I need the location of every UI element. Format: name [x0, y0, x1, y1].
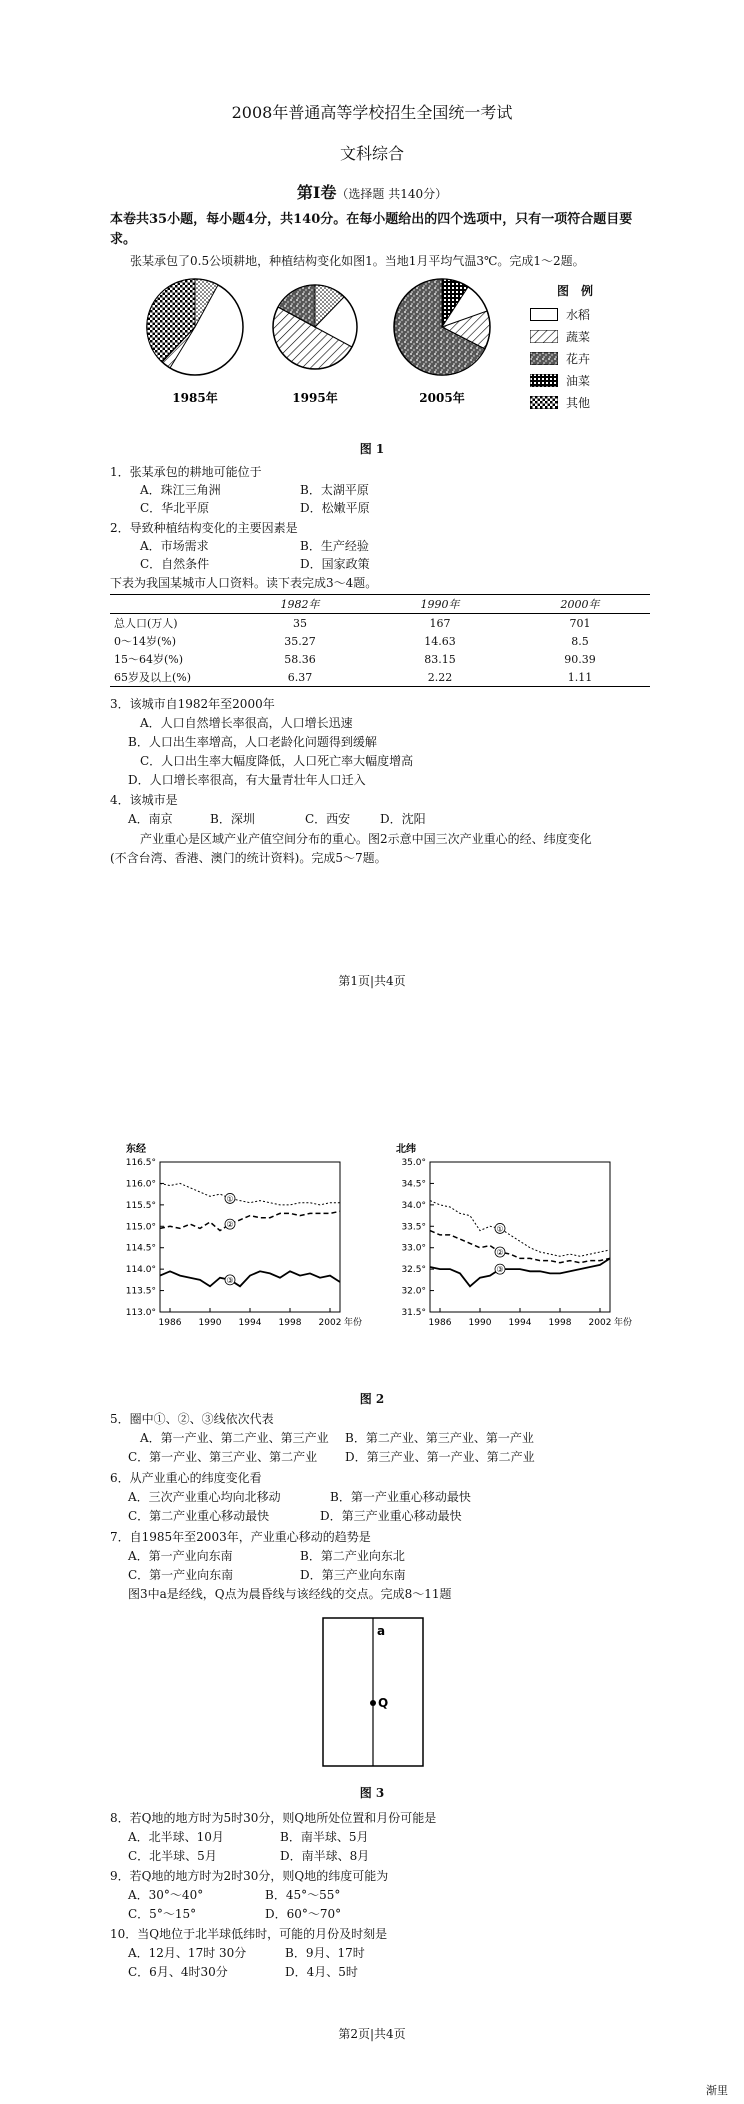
- series-line-2: [430, 1231, 610, 1263]
- x-tick-label: 1994: [238, 1318, 262, 1328]
- q5-option-a: A．第一产业、第二产业、第三产业: [140, 1431, 329, 1445]
- y-tick-label: 32.0°: [401, 1286, 426, 1297]
- y-tick-label: 34.5°: [401, 1179, 426, 1190]
- intro-q5-7-line2: (不含台湾、香港、澳门的统计资料)。完成5～7题。: [110, 851, 387, 865]
- intro-q3-4: 下表为我国某城市人口资料。读下表完成3～4题。: [110, 576, 378, 590]
- q1-option-b: B．太湖平原: [300, 483, 369, 497]
- latitude-chart: [396, 1142, 632, 1328]
- instructions: 本卷共35小题，每小题4分，共140分。在每小题给出的四个选项中，只有一项符合题目要求。: [110, 212, 633, 247]
- q2-option-b: B．生产经验: [300, 539, 369, 553]
- legend-item-flower: [530, 347, 620, 369]
- pie-1995: [273, 285, 357, 369]
- intro-q1-2: 张某承包了0.5公顷耕地，种植结构变化如图1。当地1月平均气温3℃。完成1～2题。: [130, 254, 585, 268]
- axis-label: 北纬: [396, 1144, 416, 1155]
- y-tick-label: 33.0°: [401, 1243, 426, 1254]
- table-row: [110, 632, 650, 650]
- table-cell: 58.36: [284, 652, 316, 666]
- table-cell: 总人口(万人): [114, 617, 178, 630]
- rice-swatch: [530, 308, 558, 321]
- figure2-caption: 图 2: [359, 1392, 385, 1406]
- q7-stem: 7．自1985年至2003年，产业重心移动的趋势是: [110, 1530, 371, 1544]
- legend-label: 蔬菜: [566, 329, 591, 344]
- y-tick-label: 116.0°: [125, 1179, 156, 1190]
- q1-stem: 1．张某承包的耕地可能位于: [110, 465, 262, 479]
- q8-stem: 8．若Q地的地方时为5时30分，则Q地所处位置和月份可能是: [110, 1811, 437, 1825]
- q1-option-a: A．珠江三角洲: [140, 483, 221, 497]
- legend-item-rice: [530, 303, 620, 325]
- q9-option-a: A．30°～40°: [128, 1888, 204, 1902]
- table-header: 1990年: [370, 595, 510, 614]
- x-tick-label: 1986: [428, 1318, 452, 1328]
- series-marker-label: ②: [496, 1248, 504, 1257]
- series-marker-label: ②: [226, 1220, 234, 1230]
- q9-stem: 9．若Q地的地方时为2时30分，则Q地的纬度可能为: [110, 1869, 389, 1883]
- x-unit-label: 年份: [614, 1318, 633, 1328]
- table-cell: 14.63: [424, 634, 456, 648]
- q7-option-d: D．第三产业向东南: [300, 1568, 406, 1582]
- q1-option-d: D．松嫩平原: [300, 501, 370, 515]
- watermark: 渐里: [706, 2084, 728, 2097]
- x-tick-label: 2002: [588, 1318, 612, 1328]
- q4-option-b: B．深圳: [210, 812, 255, 826]
- page-number-1: 第1页|共4页: [338, 974, 406, 988]
- q10-option-b: B．9月、17时: [285, 1946, 365, 1960]
- table-cell: 15～64岁(%): [114, 653, 184, 666]
- q3-option-d: D．人口增长率很高，有大量青壮年人口迁入: [128, 773, 366, 787]
- legend-label: 水稻: [566, 307, 591, 322]
- pie-label-1995: 1995年: [292, 391, 338, 405]
- x-tick-label: 1990: [468, 1318, 492, 1328]
- series-line-3: [160, 1271, 340, 1286]
- table-cell: 2.22: [370, 668, 510, 687]
- figure3-diagram: [322, 1617, 424, 1767]
- figure3-caption: 图 3: [359, 1786, 385, 1800]
- legend-item-rapeseed: [530, 369, 620, 391]
- series-marker-label: ①: [496, 1224, 504, 1234]
- q10-option-c: C．6月、4时30分: [128, 1965, 228, 1979]
- q9-option-d: D．60°～70°: [265, 1907, 342, 1921]
- series-marker-label: ①: [226, 1194, 234, 1204]
- q7-option-a: A．第一产业向东南: [128, 1549, 233, 1563]
- q8-option-c: C．北半球、5月: [128, 1849, 217, 1863]
- q5-option-b: B．第二产业、第三产业、第一产业: [345, 1431, 534, 1445]
- x-tick-label: 2002: [318, 1318, 342, 1328]
- y-tick-label: 32.5°: [401, 1265, 426, 1276]
- x-tick-label: 1998: [548, 1318, 572, 1328]
- table-cell: 83.15: [424, 652, 456, 666]
- table-cell: 0～14岁(%): [114, 635, 177, 648]
- q4-stem: 4．该城市是: [110, 793, 178, 807]
- legend-title: 图 例: [556, 284, 593, 298]
- q8-option-d: D．南半球、8月: [280, 1849, 370, 1863]
- q4-option-a: A．南京: [128, 812, 173, 826]
- y-tick-label: 113.5°: [125, 1286, 156, 1297]
- legend-label: 其他: [566, 395, 591, 410]
- figure1-legend: [530, 282, 620, 413]
- q3-option-a: A．人口自然增长率很高，人口增长迅速: [140, 716, 353, 730]
- x-unit-label: 年份: [344, 1318, 363, 1328]
- axis-label: 东经: [126, 1144, 146, 1155]
- q10-stem: 10．当Q地位于北半球低纬时，可能的月份及时刻是: [110, 1927, 388, 1941]
- q5-stem: 5．圈中①、②、③线依次代表: [110, 1412, 274, 1426]
- table-cell: 1.11: [510, 668, 650, 687]
- plot-frame: [160, 1162, 340, 1312]
- y-tick-label: 31.5°: [401, 1308, 426, 1318]
- y-tick-label: 114.0°: [125, 1265, 156, 1276]
- table-row: [110, 650, 650, 668]
- y-tick-label: 113.0°: [125, 1308, 156, 1318]
- y-tick-label: 33.5°: [401, 1222, 426, 1233]
- legend-item-vegetable: [530, 325, 620, 347]
- longitude-chart: [126, 1142, 362, 1328]
- exam-title: 2008年普通高等学校招生全国统一考试: [231, 103, 513, 122]
- table-row: [110, 614, 650, 633]
- series-marker-label: ③: [496, 1265, 504, 1275]
- table-header: 2000年: [510, 595, 650, 614]
- q3-stem: 3．该城市自1982年至2000年: [110, 697, 275, 711]
- q8-option-b: B．南半球、5月: [280, 1830, 369, 1844]
- q6-option-a: A．三次产业重心均向北移动: [128, 1490, 281, 1504]
- pie-label-2005: 2005年: [419, 391, 465, 405]
- y-tick-label: 116.5°: [125, 1158, 156, 1168]
- q6-option-c: C．第二产业重心移动最快: [128, 1509, 270, 1523]
- q6-stem: 6．从产业重心的纬度变化看: [110, 1471, 262, 1485]
- q7-option-c: C．第一产业向东南: [128, 1568, 234, 1582]
- series-line-1: [430, 1201, 610, 1257]
- rapeseed-swatch: [530, 374, 558, 387]
- y-tick-label: 114.5°: [125, 1243, 156, 1254]
- flower-swatch: [530, 352, 558, 365]
- q3-option-c: C．人口出生率大幅度降低，人口死亡率大幅度增高: [140, 754, 414, 768]
- section-title: [0, 180, 744, 203]
- q4-option-d: D．沈阳: [380, 812, 426, 826]
- q2-option-d: D．国家政策: [300, 557, 370, 571]
- table-cell: 65岁及以上(%): [110, 668, 230, 687]
- table-header-row: [110, 595, 650, 614]
- q10-option-d: D．4月、5时: [285, 1965, 358, 1979]
- table-header: 1982年: [230, 595, 370, 614]
- q5-option-c: C．第一产业、第三产业、第二产业: [128, 1450, 318, 1464]
- x-tick-label: 1994: [508, 1318, 532, 1328]
- q7-option-b: B．第二产业向东北: [300, 1549, 405, 1563]
- vegetable-swatch: [530, 330, 558, 343]
- table-cell: 35.27: [284, 634, 316, 648]
- q5-option-d: D．第三产业、第一产业、第二产业: [345, 1450, 535, 1464]
- q2-option-c: C．自然条件: [140, 557, 210, 571]
- q8-option-a: A．北半球、10月: [128, 1830, 224, 1844]
- table-cell: 167: [429, 616, 451, 630]
- q10-option-a: A．12月、17时 30分: [128, 1946, 247, 1960]
- legend-label: 花卉: [566, 351, 591, 366]
- series-line-2: [160, 1211, 340, 1230]
- series-marker-label: ③: [226, 1275, 234, 1285]
- table-cell: 6.37: [230, 668, 370, 687]
- figure1-caption: 图 1: [359, 442, 385, 456]
- legend-label: 油菜: [566, 373, 591, 388]
- x-tick-label: 1998: [278, 1318, 302, 1328]
- y-tick-label: 115.0°: [125, 1222, 156, 1233]
- y-tick-label: 35.0°: [401, 1158, 426, 1168]
- intro-q8-11: 图3中a是经线，Q点为晨昏线与该经线的交点。完成8～11题: [128, 1587, 452, 1601]
- label-a: a: [377, 1624, 386, 1638]
- population-table: [110, 594, 650, 687]
- series-line-1: [160, 1183, 340, 1205]
- q9-option-b: B．45°～55°: [265, 1888, 341, 1902]
- table-header-blank: [110, 595, 230, 614]
- pie-1985: [147, 279, 243, 375]
- table-cell: 8.5: [571, 634, 589, 648]
- table-cell: 35: [293, 616, 307, 630]
- section-title-note: （选择题 共140分）: [336, 187, 448, 201]
- y-tick-label: 115.5°: [125, 1200, 156, 1211]
- table-cell: 701: [569, 616, 591, 630]
- page-number-2: 第2页|共4页: [338, 2027, 406, 2041]
- other-swatch: [530, 396, 558, 409]
- section-title-main: 第Ⅰ卷: [296, 183, 337, 202]
- label-q: Q: [378, 1696, 389, 1710]
- q2-option-a: A．市场需求: [140, 539, 209, 553]
- legend-item-other: [530, 391, 620, 413]
- x-tick-label: 1990: [198, 1318, 222, 1328]
- q6-option-b: B．第一产业重心移动最快: [330, 1490, 471, 1504]
- q2-stem: 2．导致种植结构变化的主要因素是: [110, 521, 298, 535]
- table-cell: 90.39: [564, 652, 596, 666]
- figure2-charts: [112, 1140, 652, 1340]
- point-q: [370, 1700, 376, 1706]
- q4-option-c: C．西安: [305, 812, 351, 826]
- intro-q5-7-line1: 产业重心是区域产业产值空间分布的重心。图2示意中国三次产业重心的经、纬度变化: [140, 832, 592, 846]
- q3-option-b: B．人口出生率增高，人口老龄化问题得到缓解: [128, 735, 377, 749]
- x-tick-label: 1986: [158, 1318, 182, 1328]
- plot-frame: [430, 1162, 610, 1312]
- q9-option-c: C．5°～15°: [128, 1907, 197, 1921]
- table-row: [110, 668, 650, 687]
- y-tick-label: 34.0°: [401, 1200, 426, 1211]
- exam-subject: 文科综合: [339, 144, 404, 163]
- pie-2005: [394, 279, 490, 375]
- pie-label-1985: 1985年: [172, 391, 218, 405]
- q6-option-d: D．第三产业重心移动最快: [320, 1509, 462, 1523]
- q1-option-c: C．华北平原: [140, 501, 210, 515]
